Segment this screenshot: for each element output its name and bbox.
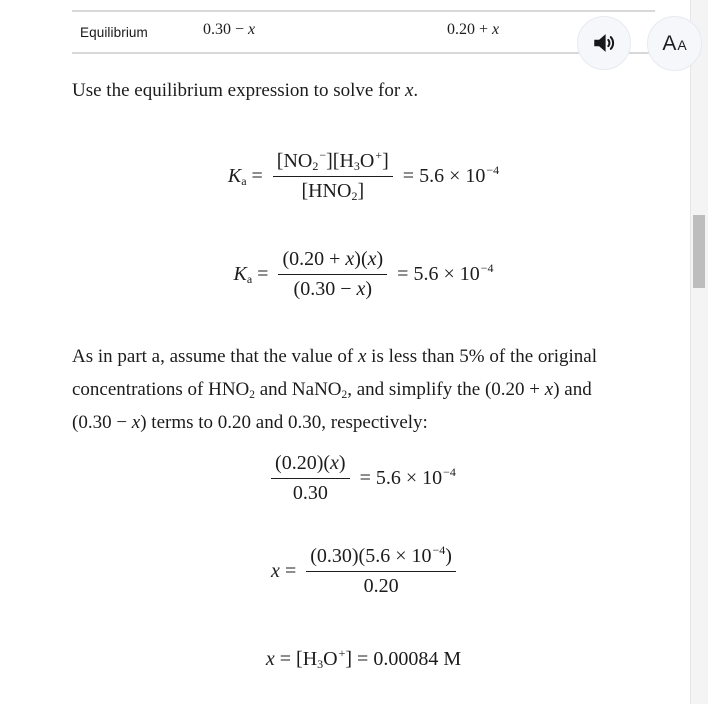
equilibrium-row-value-2: 0.20 + x — [447, 21, 500, 38]
table-border-top — [72, 10, 655, 12]
eq2-fraction — [278, 248, 387, 301]
paragraph-line-2: concentrations of HNO2 and NaNO2, and simplify the (0.20 + x) and — [72, 379, 592, 402]
speaker-icon — [591, 30, 617, 56]
equilibrium-row-value-1: 0.30 − x — [203, 21, 256, 38]
eq2-numerator: (0.20 + x)(x) — [278, 248, 387, 275]
eq1-lhs: Ka = — [227, 165, 263, 189]
scrollbar-track[interactable] — [690, 0, 708, 704]
equation-simplified — [72, 452, 655, 505]
read-aloud-button[interactable] — [577, 16, 631, 70]
eq3-fraction — [271, 452, 350, 505]
text-size-icon — [662, 32, 686, 56]
eq4-numerator: $(0.30)(5.6 \times 10^{-4})$ — [306, 545, 456, 572]
eq4-fraction — [306, 545, 456, 598]
eq4-lhs: x = — [271, 560, 297, 582]
table-border-bottom — [72, 52, 655, 54]
eq2-result: = $5.6 \times 10^{-4}$ — [397, 261, 494, 285]
text-settings-button[interactable] — [647, 16, 702, 71]
eq1-denominator: [HNO2] — [301, 180, 365, 204]
eq2-lhs: Ka = — [233, 263, 269, 287]
eq3-denominator: 0.30 — [292, 482, 328, 504]
eq3-numerator: (0.20)(x) — [271, 452, 350, 479]
text-size-letter-large: A — [662, 31, 677, 55]
equation-ka-substituted — [72, 248, 655, 301]
equilibrium-row-label: Equilibrium — [80, 25, 148, 40]
eq1-fraction — [273, 150, 393, 203]
eq1-numerator: [NO2−][H3O+] — [273, 150, 393, 177]
equation-ka-expression — [72, 150, 655, 203]
paragraph-line-1: As in part a, assume that the value of x is less than 5% of the original — [72, 346, 598, 367]
equation-final-answer — [72, 648, 655, 671]
intro-text: Use the equilibrium expression to solve for x. — [72, 80, 419, 101]
eq1-result: = $5.6 \times 10^{-4}$ — [402, 163, 500, 187]
eq2-denominator: (0.30 − x) — [293, 278, 373, 300]
eq5-line: x = [H3O+] = 0.00084 M — [265, 646, 462, 672]
text-size-letter-small: A — [677, 36, 687, 53]
scrollbar-thumb[interactable] — [693, 215, 705, 288]
eq4-denominator: 0.20 — [363, 575, 399, 597]
body-paragraph — [72, 346, 597, 445]
paragraph-line-3: (0.30 − x) terms to 0.20 and 0.30, respectively: — [72, 412, 428, 433]
equation-solve-x — [72, 545, 655, 598]
eq3-result: = $5.6 \times 10^{-4}$ — [359, 465, 456, 489]
